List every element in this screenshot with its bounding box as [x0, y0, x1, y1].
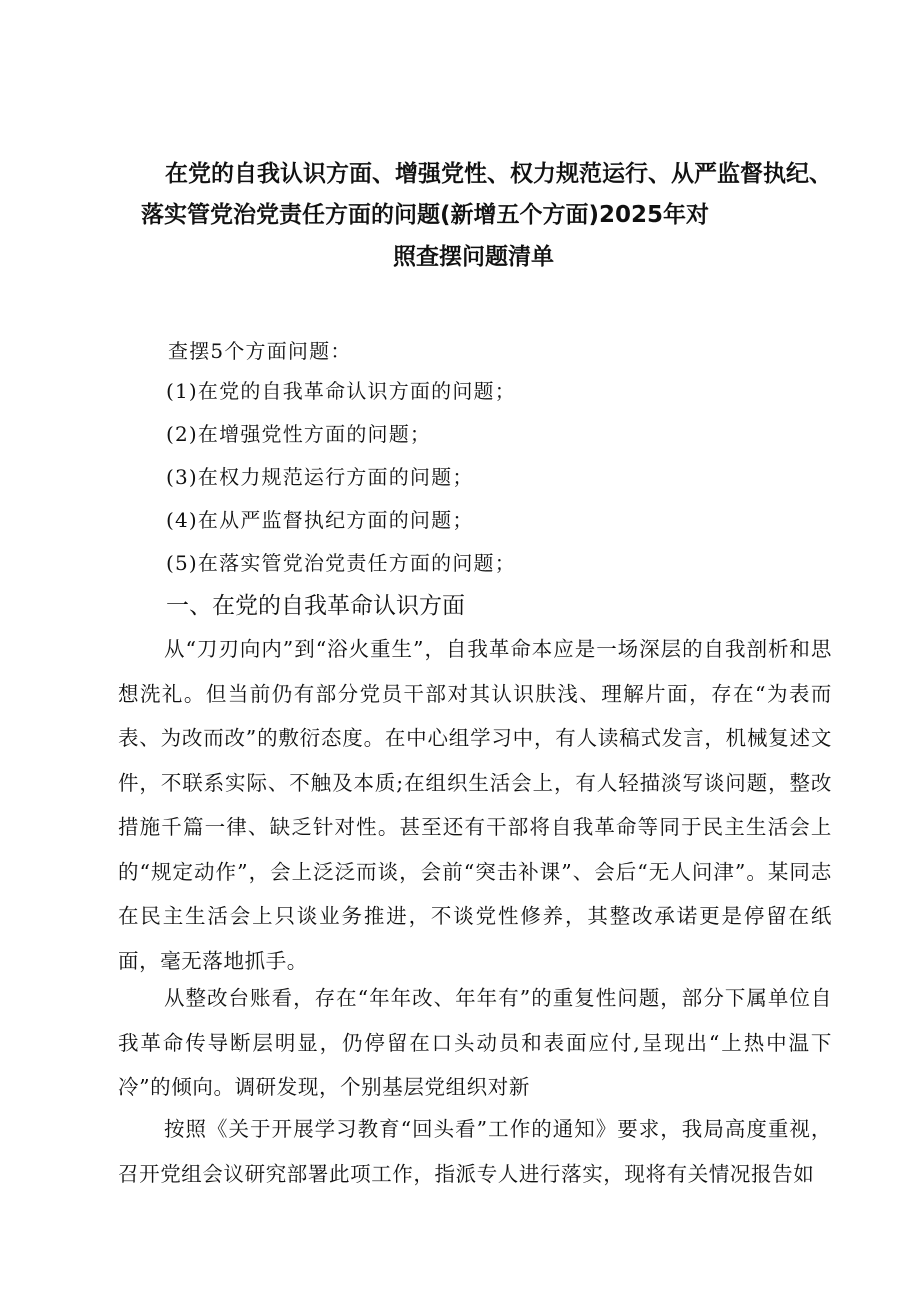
- document-title-line-2: 落实管党治党责任方面的问题(新增五个方面)2025年对: [141, 202, 710, 228]
- list-item: (4)在从严监督执纪方面的问题；: [166, 508, 474, 532]
- section-heading: 一、在党的自我革命认识方面: [166, 593, 465, 619]
- list-item: (2)在增强党性方面的问题；: [166, 422, 432, 446]
- intro-text: 查摆5个方面问题：: [168, 339, 352, 363]
- document-title-line-3: 照查摆问题清单: [393, 244, 554, 270]
- body-paragraph: 按照《关于开展学习教育“回头看”工作的通知》要求，我局高度重视，召开党组会议研究部署此项工作，指派专人进行落实，现将有关情况报告如: [118, 1117, 832, 1186]
- body-paragraph: 从“刀刃向内”到“浴火重生”，自我革命本应是一场深层的自我剖析和思想洗礼。但当前仍有部分党员干部对其认识肤浅、理解片面，存在“为表而表、为改而改”的敷衍态度。在中心组学习中，有人读稿式发言，机械复述文件，不联系实际、不触及本质;在组织生活会上，有人轻描淡写谈问题，整改措施千篇一律、缺乏针对性。甚至还有干部将自我革命等同于民主生活会上的“规定动作”，会上泛泛而谈，会前“突击补课”、会后“无人问津”。某同志在民主生活会上只谈业务推进，不谈党性修养，其整改承诺更是停留在纸面，毫无落地抓手。: [118, 637, 832, 973]
- list-item: (5)在落实管党治党责任方面的问题；: [166, 551, 516, 575]
- body-paragraph: 从整改台账看，存在“年年改、年年有”的重复性问题，部分下属单位自我革命传导断层明显，仍停留在口头动员和表面应付,呈现出“上热中温下冷”的倾向。调研发现，个别基层党组织对新: [118, 986, 832, 1099]
- document-title-line-1: 在党的自我认识方面、增强党性、权力规范运行、从严监督执纪、: [165, 161, 832, 187]
- list-item: (1)在党的自我革命认识方面的问题；: [166, 379, 516, 403]
- list-item: (3)在权力规范运行方面的问题；: [166, 465, 474, 489]
